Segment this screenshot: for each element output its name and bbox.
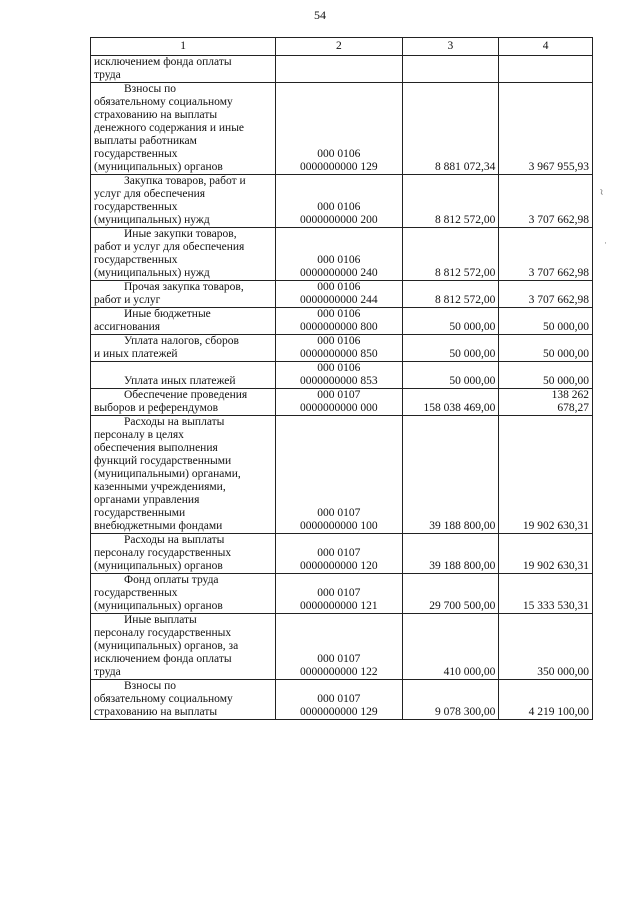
table-row (91, 83, 593, 175)
expense-name: Фонд оплаты труда государственных (муниципальных) органов (94, 574, 223, 612)
table-row (91, 416, 593, 534)
planned-amount: 29 700 500,00 (402, 574, 499, 614)
margin-mark: ~ (594, 188, 608, 196)
expense-name: исключением фонда оплаты труда (94, 56, 232, 81)
expense-name-cell (91, 175, 276, 228)
table-row (91, 362, 593, 389)
executed-amount: 3 707 662,98 (499, 228, 593, 281)
executed-amount: 3 707 662,98 (499, 175, 593, 228)
planned-amount: 410 000,00 (402, 614, 499, 680)
expense-name-cell (91, 680, 276, 720)
planned-amount: 158 038 469,00 (402, 389, 499, 416)
budget-code: 000 0107 0000000000 129 (276, 680, 402, 720)
budget-code: 000 0107 0000000000 122 (276, 614, 402, 680)
table-row (91, 308, 593, 335)
expense-name: Взносы по обязательному социальному страхованию на выплаты денежного содержания и иные выплаты работникам государственных (муниципальных) органов (94, 83, 245, 173)
budget-code: 000 0106 0000000000 850 (276, 335, 402, 362)
expense-name: Прочая закупка товаров, работ и услуг (94, 281, 244, 306)
budget-code: 000 0106 0000000000 200 (276, 175, 402, 228)
table-row (91, 56, 593, 83)
expense-name-cell (91, 281, 276, 308)
budget-code: 000 0106 0000000000 244 (276, 281, 402, 308)
table-row (91, 281, 593, 308)
planned-amount: 50 000,00 (402, 362, 499, 389)
column-header: 2 (276, 38, 402, 56)
table-row (91, 389, 593, 416)
expense-name-cell (91, 335, 276, 362)
expense-name: Иные закупки товаров, работ и услуг для обеспечения государственных (муниципальных) нужд (94, 228, 245, 279)
expense-name: Расходы на выплаты персоналу государственных (муниципальных) органов (94, 534, 232, 572)
table-header-row (91, 38, 593, 56)
margin-mark: · (604, 238, 607, 248)
executed-amount: 19 902 630,31 (499, 534, 593, 574)
budget-code: 000 0106 0000000000 853 (276, 362, 402, 389)
expense-name-cell (91, 534, 276, 574)
planned-amount: 39 188 800,00 (402, 534, 499, 574)
executed-amount: 3 967 955,93 (499, 83, 593, 175)
planned-amount: 50 000,00 (402, 308, 499, 335)
expense-name-cell (91, 574, 276, 614)
page-number: 54 (314, 8, 326, 22)
budget-table (90, 37, 593, 720)
table-row (91, 534, 593, 574)
executed-amount: 138 262 678,27 (499, 389, 593, 416)
planned-amount: 50 000,00 (402, 335, 499, 362)
planned-amount: 8 812 572,00 (402, 228, 499, 281)
budget-code: 000 0107 0000000000 121 (276, 574, 402, 614)
executed-amount: 3 707 662,98 (499, 281, 593, 308)
expense-name-cell (91, 362, 276, 389)
budget-code: 000 0107 0000000000 000 (276, 389, 402, 416)
executed-amount: 4 219 100,00 (499, 680, 593, 720)
expense-name-cell (91, 614, 276, 680)
expense-name: Расходы на выплаты персоналу в целях обеспечения выполнения функций государственными (муниципальными) органами, казенными учреждениями, органами управления государственными внебюджетными фондами (94, 416, 241, 532)
expense-name-cell (91, 228, 276, 281)
executed-amount: 19 902 630,31 (499, 416, 593, 534)
expense-name: Иные бюджетные ассигнования (94, 308, 211, 333)
column-header: 3 (402, 38, 499, 56)
planned-amount (402, 56, 499, 83)
table-row (91, 614, 593, 680)
expense-name-cell (91, 416, 276, 534)
expense-name-cell (91, 308, 276, 335)
executed-amount: 15 333 530,31 (499, 574, 593, 614)
budget-code: 000 0106 0000000000 800 (276, 308, 402, 335)
column-header: 4 (499, 38, 593, 56)
expense-name: Уплата иных платежей (124, 375, 236, 387)
planned-amount: 8 812 572,00 (402, 281, 499, 308)
executed-amount: 50 000,00 (499, 308, 593, 335)
table-row (91, 680, 593, 720)
column-header: 1 (91, 38, 276, 56)
table-row (91, 175, 593, 228)
expense-name: Взносы по обязательному социальному страхованию на выплаты (94, 680, 233, 718)
executed-amount (499, 56, 593, 83)
budget-code: 000 0107 0000000000 120 (276, 534, 402, 574)
budget-code (276, 56, 402, 83)
budget-code: 000 0107 0000000000 100 (276, 416, 402, 534)
budget-code: 000 0106 0000000000 129 (276, 83, 402, 175)
expense-name: Обеспечение проведения выборов и референдумов (94, 389, 248, 414)
executed-amount: 50 000,00 (499, 362, 593, 389)
executed-amount: 350 000,00 (499, 614, 593, 680)
planned-amount: 8 881 072,34 (402, 83, 499, 175)
executed-amount: 50 000,00 (499, 335, 593, 362)
planned-amount: 39 188 800,00 (402, 416, 499, 534)
table-row (91, 228, 593, 281)
budget-code: 000 0106 0000000000 240 (276, 228, 402, 281)
expense-name-cell (91, 389, 276, 416)
table-row (91, 335, 593, 362)
expense-name-cell (91, 56, 276, 83)
expense-name: Иные выплаты персоналу государственных (муниципальных) органов, за исключением фонда оплаты труда (94, 614, 239, 678)
expense-name: Уплата налогов, сборов и иных платежей (94, 335, 239, 360)
planned-amount: 9 078 300,00 (402, 680, 499, 720)
table-row (91, 574, 593, 614)
expense-name: Закупка товаров, работ и услуг для обеспечения государственных (муниципальных) нужд (94, 175, 246, 226)
planned-amount: 8 812 572,00 (402, 175, 499, 228)
expense-name-cell (91, 83, 276, 175)
